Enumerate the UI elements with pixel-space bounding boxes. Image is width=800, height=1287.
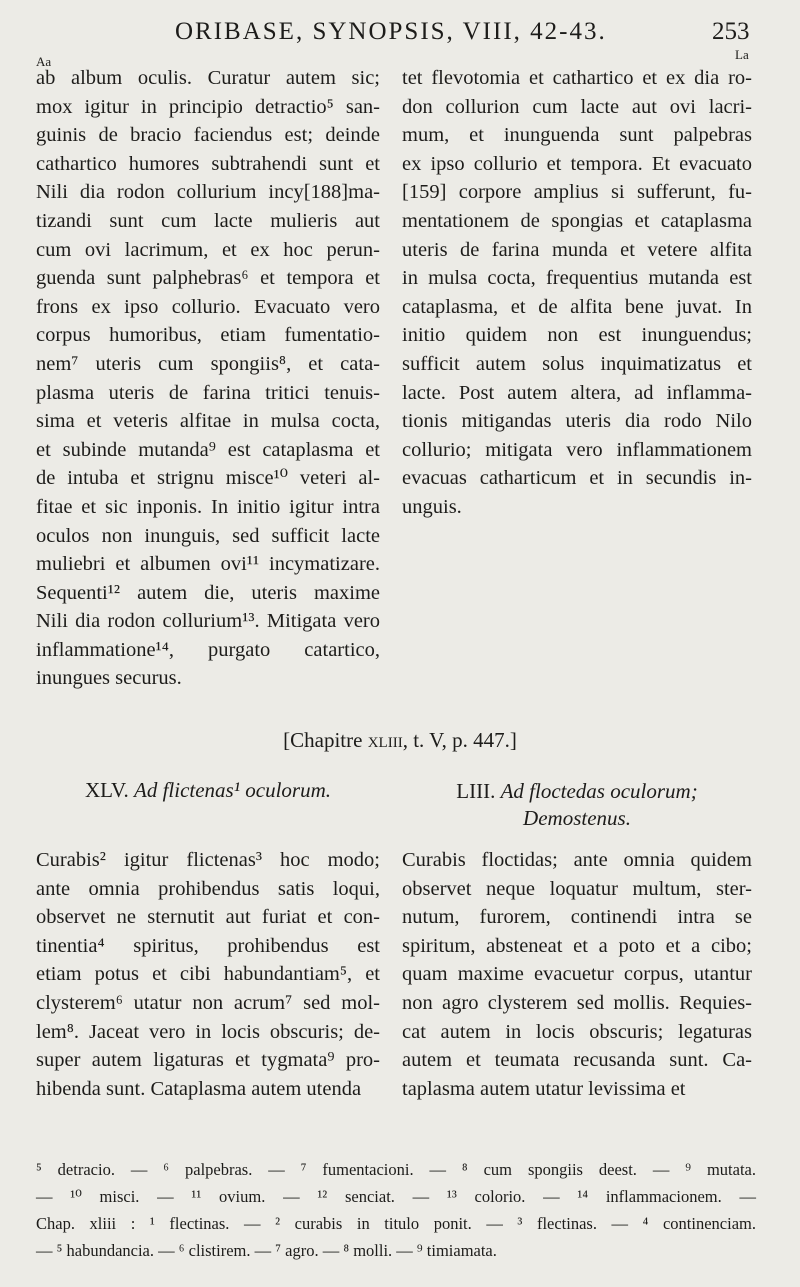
text-line: collurio; mitigata vero inflammationem (402, 438, 752, 461)
signature-mark-right: La (735, 47, 749, 62)
text-line: uteris de farina munda et vetere alfita (402, 238, 752, 261)
text-line: clysterem⁶ utatur non acrum⁷ sed mol- (36, 991, 380, 1014)
text-line: cataplasma, et de alfita bene juvat. In (402, 295, 752, 318)
text-line: observet neque loquatur multum, ster- (402, 877, 752, 900)
text-line: guenda sunt palphebras⁶ et tempora et (36, 267, 380, 290)
text-line: de intuba et strignu misce¹⁰ veteri al- (36, 467, 380, 490)
text-line: fitae et sic inponis. In initio igitur intra (36, 495, 380, 518)
text-line: observet ne sternutit aut furiat et con- (36, 906, 380, 929)
left-column-chapter-42 (36, 64, 380, 693)
text-line: frons ex ipso collurio. Evacuato vero (36, 295, 380, 318)
text-line: spiritum, absteneat et a poto et a cibo; (402, 934, 752, 957)
section-heading-left (36, 778, 380, 803)
text-line: autem et teumata recusanda sunt. Ca- (402, 1049, 752, 1072)
text-line: tet flevotomia et cathartico et ex dia ro- (402, 67, 752, 89)
text-line: super autem ligaturas et tygmata⁹ pro- (36, 1049, 380, 1072)
text-line: ab album oculis. Curatur autem sic; (36, 67, 380, 89)
text-line: evacuas catharticum et in secundis in- (402, 467, 752, 490)
text-line: initio quidem non est inunguendus; (402, 324, 752, 347)
text-line: tizandi sunt cum lacte mulieris aut (36, 209, 380, 232)
text-line: lem⁸. Jaceat vero in locis obscuris; de- (36, 1020, 380, 1043)
running-head-title: ORIBASE, SYNOPSIS, VIII, 42-43. (175, 18, 607, 45)
chapter-number: xliii (367, 728, 403, 752)
chapter-title (0, 728, 800, 753)
footnote-line: Chap. xliii : ¹ flectinas. — ² curabis in titulo ponit. — ³ flectinas. — ⁴ continenciam. (36, 1214, 756, 1233)
text-line: cathartico humores subtrahendi sunt et (36, 152, 380, 175)
text-line: Nili dia rodon collurium incy[188]ma- (36, 181, 380, 204)
text-line: Sequenti¹² autem die, uteris maxime (36, 581, 380, 604)
text-line: mentationem de spongias et cataplasma (402, 209, 752, 232)
text-line: mox igitur in principio detractio⁵ san- (36, 95, 380, 118)
text-line: lacte. Post autem altera, ad inflamma- (402, 381, 752, 404)
text-line: tionis mitigandas uteris dia rodo Nilo (402, 410, 752, 433)
text-line: sufficit autem solus inquimatizatus et (402, 352, 752, 375)
footnote-line: — ⁵ habundancia. — ⁶ clistirem. — ⁷ agro. — ⁸ molli. — ⁹ timiamata. (36, 1241, 497, 1260)
section-number-right: LIII. (456, 779, 496, 803)
chapter-prefix: [Chapitre (283, 728, 363, 752)
text-line: cat autem in locis obscuris; legaturas (402, 1020, 752, 1043)
section-title-left: Ad flictenas¹ oculorum. (134, 778, 332, 802)
text-line: nutum, furorem, continendi intra se (402, 906, 752, 929)
text-line: etiam potus et cibi habundantiam⁵, et (36, 963, 380, 986)
text-line: inflammatione¹⁴, purgato catartico, (36, 638, 380, 661)
page-number: 253 (712, 18, 750, 45)
text-line: unguis. (402, 495, 462, 518)
text-line: don collurion cum lacte aut ovi lacri- (402, 95, 752, 118)
section-title-right: Ad floctedas oculorum; (500, 779, 698, 803)
signature-mark-left: Aa (36, 54, 52, 69)
footnote-line: ⁵ detracio. — ⁶ palpebras. — ⁷ fumentacioni. — ⁸ cum spongiis deest. — ⁹ mutata. (36, 1160, 756, 1179)
text-line: cum ovi lacrimum, et ex hoc perun- (36, 238, 380, 261)
text-line: inungues securus. (36, 667, 182, 690)
text-line: Curabis² igitur flictenas³ hoc modo; (36, 849, 380, 871)
text-line: non agro clysterem sed mollis. Requies- (402, 991, 752, 1014)
running-head (0, 18, 800, 48)
text-line: ante omnia prohibendus satis loqui, (36, 877, 380, 900)
text-line: plasma uteris de farina tritici tenuis- (36, 381, 380, 404)
section-number-left: XLV. (84, 778, 129, 802)
text-line: Nili dia rodon collurium¹³. Mitigata vero (36, 610, 380, 633)
text-line: muliebri et albumen ovi¹¹ incymatizare. (36, 553, 380, 576)
footnotes (36, 1156, 756, 1264)
text-line: Curabis floctidas; ante omnia quidem (402, 849, 752, 871)
text-line: corpus humoribus, etiam fumentatio- (36, 324, 380, 347)
text-line: oculos non inunguis, sed sufficit lacte (36, 524, 380, 547)
text-line: ex ipso collurio et tempora. Et evacuato (402, 152, 752, 175)
chapter-reference: , t. V, p. 447.] (402, 728, 517, 752)
text-line: in mulsa cocta, frequentius mutanda est (402, 267, 752, 290)
right-column-chapter-42 (402, 64, 752, 522)
text-line: quam maxime evacuetur corpus, utantur (402, 963, 752, 986)
left-column-section-45 (36, 846, 380, 1103)
right-column-section-53 (402, 846, 752, 1103)
text-line: sima et veteris alfitae in mulsa cocta, (36, 410, 380, 433)
text-line: hibenda sunt. Cataplasma autem utenda (36, 1077, 362, 1100)
section-author-right: Demostenus. (523, 806, 631, 830)
text-line: tinentia⁴ spiritus, prohibendus est (36, 934, 380, 957)
text-line: guinis de bracio faciendus est; deinde (36, 124, 380, 147)
section-heading-right (402, 778, 752, 832)
text-line: et subinde mutanda⁹ est cataplasma et (36, 438, 380, 461)
text-line: mum, et inunguenda sunt palpebras (402, 124, 752, 147)
text-line: [159] corpore amplius si sufferunt, fu- (402, 181, 752, 204)
footnote-line: — ¹⁰ misci. — ¹¹ ovium. — ¹² senciat. — ¹³ colorio. — ¹⁴ inflammacionem. — (36, 1187, 756, 1206)
text-line: taplasma autem utatur levissima et (402, 1077, 686, 1100)
text-line: nem⁷ uteris cum spongiis⁸, et cata- (36, 352, 380, 375)
